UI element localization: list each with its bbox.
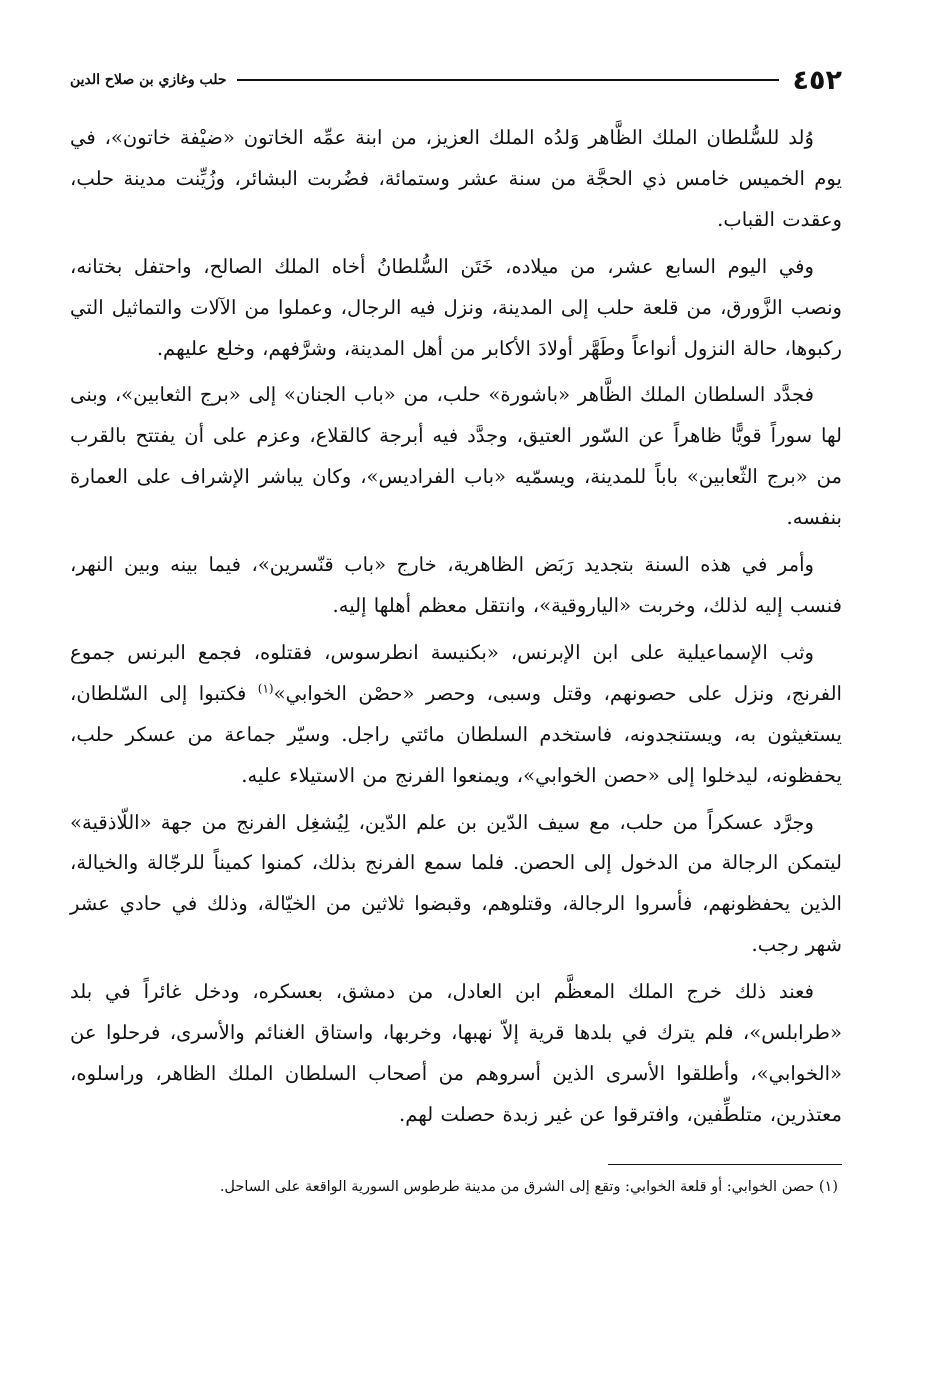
- body-text: [70, 118, 842, 1136]
- paragraph-text-end: مائتي راجل. وسيّر جماعة من عسكر حلب، يحفظونه، ليدخلوا إلى «حصن الخوابي»، ويمنعوا الفرنج من الاستيلاء عليه.: [70, 722, 842, 787]
- paragraph-raid-on-tripoli: فعند ذلك خرج الملك المعظَّم ابن العادل، من دمشق، بعسكره، ودخل غائراً في بلد «طرابلس»، فلم يترك في بلدها قرية إلاّ نهبها، وخربها، واستاق الغنائم والأسرى، فرحلوا عن «الخوابي»، وأطلقوا الأسرى الذين أسروهم من أصحاب السلطان الملك الظاهر، وراسلوه، معتذرين، متلطِّفين، وافترقوا عن غير زبدة حصلت لهم.: [70, 980, 842, 1126]
- paragraph-text-continued: فكتبوا إلى السّلطان، يستغيثون به، ويستنجدونه، فاستخدم السلطان: [70, 681, 842, 746]
- footnote: (١) حصن الخوابي: أو قلعة الخوابي: وتقع إلى الشرق من مدينة طرطوس السورية الواقعة على الساحل.: [219, 1178, 838, 1195]
- page-number: ٤٥٢: [792, 64, 842, 96]
- paragraph-circumcision-celebration: وفي اليوم السابع عشر، من ميلاده، خَتَن السُّلطانُ أخاه الملك الصالح، واحتفل بختانه، ونصب الزَّورق، من قلعة حلب إلى المدينة، ونزل فيه الرجال، وعملوا من الآلات والتماثيل التي ركبوها، حالة النزول أنواعاً وطَهَّر أولادَ الأكابر من أهل المدينة، وشرَّفهم، وخلع عليهم.: [70, 254, 842, 360]
- paragraph-ambush-of-infantry: وجرَّد عسكراً من حلب، مع سيف الدّين بن علم الدّين، لِيُشغِل الفرنج من جهة «اللّاذقية» ليتمكن الرجالة من الدخول إلى الحصن. فلما سمع الفرنج بذلك، كمنوا كميناً للرجّالة والخيالة، الذين يحفظونهم، فأسروا الرجالة، وقتلوهم، وقبضوا ثلاثين من الخيّالة، وذلك في حادي عشر شهر رجب.: [70, 810, 842, 957]
- paragraph-aleppo-walls: فجدَّد السلطان الملك الظَّاهر «باشورة» حلب، من «باب الجنان» إلى «برج الثعابين»، وبنى لها سوراً قويًّا ظاهراً عن السّور العتيق، وجدَّد فيه أبرجة كالقلاع، وعزم على أن يفتتح بالقرب من «برج الثّعابين» باباً للمدينة، ويسمّيه «باب الفراديس»، وكان يباشر الإشراف على العمارة بنفسه.: [70, 383, 842, 530]
- header-rule: [237, 79, 779, 81]
- running-title: حلب وغازي بن صلاح الدين: [70, 72, 227, 88]
- paragraph-ismailis-and-franks: [70, 633, 842, 797]
- paragraph-text: وثب الإسماعيلية على ابن الإبرنس، «بكنيسة انطرسوس، فقتلوه، فجمع البرنس جموع الفرنج، ونزل على حصونهم، وقتل وسبى، وحصر «حصْن الخوابي»: [70, 640, 842, 705]
- paragraph-birth-of-al-aziz: وُلد للسُّلطان الملك الظَّاهر وَلدُه الملك العزيز، من ابنة عمِّه الخاتون «ضيْفة خاتون»، في يوم الخميس خامس ذي الحجَّة من سنة عشر وستمائة، فضُربت البشائر، وزُيِّنت مدينة حلب، وعقدت القباب.: [70, 126, 842, 231]
- book-page: [70, 62, 842, 1199]
- footnote-rule: [608, 1164, 842, 1165]
- page-header: [70, 62, 842, 98]
- paragraph-rabad-al-zahiriyya: وأمر في هذه السنة بتجديد رَبَض الظاهرية، خارج «باب قنّسرين»، فيما بينه وبين النهر، فنسب إليه لذلك، وخربت «الياروقية»، وانتقل معظم أهلها إليه.: [70, 553, 842, 617]
- footnote-marker: (١): [257, 681, 274, 696]
